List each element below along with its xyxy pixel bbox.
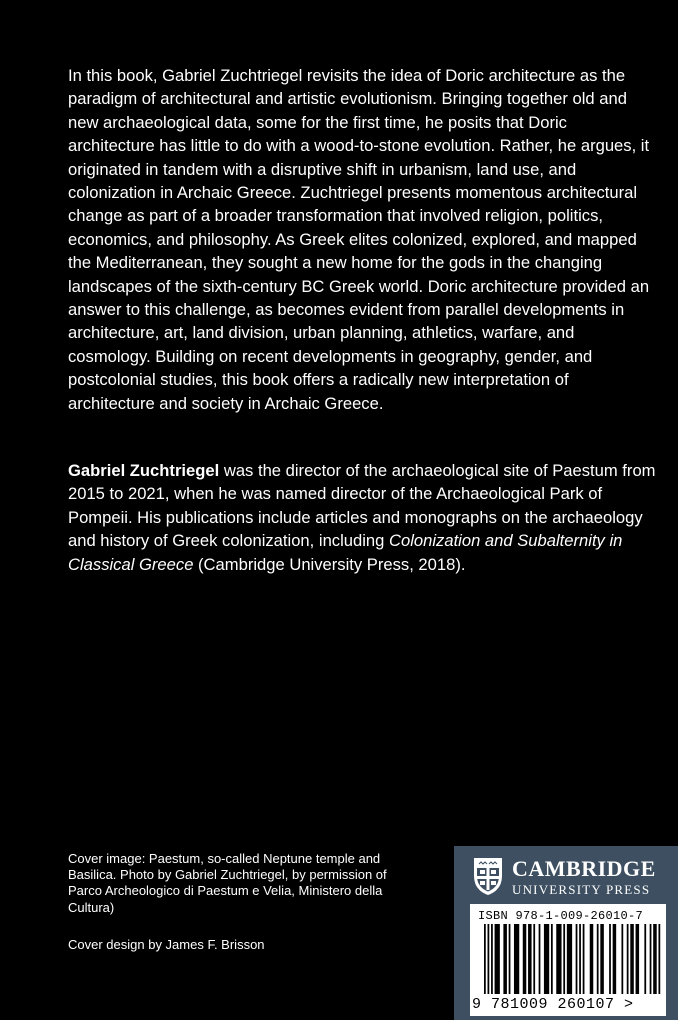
cover-image-credit: Cover image: Paestum, so-called Neptune temple and Basilica. Photo by Gabriel Zuchtriegel, by permission of Parco Archeologico di Paestum e Velia, Ministero della Cultura) (68, 851, 387, 915)
barcode-bar (644, 924, 646, 994)
barcode-arrow: > (624, 996, 634, 1013)
barcode-bar (576, 924, 578, 994)
barcode-bar (630, 924, 634, 994)
barcode-bar (609, 924, 611, 994)
barcode-bar (567, 924, 572, 994)
barcode-bar (583, 924, 585, 994)
bio-text-2: (Cambridge University Press, 2018). (193, 554, 466, 574)
barcode-bar (503, 924, 507, 994)
cited-book-title: Colonization and Subalternity in Classical Greece (68, 531, 623, 574)
barcode-bar (491, 924, 493, 994)
cover-design-credit: Cover design by James F. Brisson (68, 937, 265, 952)
barcode-bar (590, 924, 594, 994)
isbn-digits (472, 996, 664, 1013)
barcode-bar (523, 924, 527, 994)
barcode-bar (528, 924, 532, 994)
barcode-bar (613, 924, 617, 994)
publisher-logo (468, 856, 674, 896)
barcode-bar (600, 924, 604, 994)
barcode-bar (551, 924, 553, 994)
author-bio (68, 459, 658, 576)
barcode-bar (658, 924, 660, 994)
barcode-bar (556, 924, 561, 994)
isbn-barcode (470, 904, 666, 1016)
barcode-bar (650, 924, 652, 994)
barcode-bar (484, 924, 486, 994)
barcode-bar (621, 924, 623, 994)
back-cover-blurb: In this book, Gabriel Zuchtriegel revisits the idea of Doric architecture as the paradigm of architectural and artistic evolutionism. Bringing together old and new archaeological data, some for the first time, he posits that Doric architecture has little to do with a wood-to-stone evolution. Rather, he argues, it originated in tandem with a disruptive shift in urbanism, land use, and colonization in Archaic Greece. Zuchtriegel presents momentous architectural change as part of a broader transformation that involved religion, politics, economics, and philosophy. As Greek elites colonized, explored, and mapped the Mediterranean, they sought a new home for the gods in the changing landscapes of the sixth-century BC Greek world. Doric architecture provided an answer to this challenge, as becomes evident from parallel developments in architecture, art, land division, urban planning, athletics, warfare, and cosmology. Building on recent developments in geography, gender, and postcolonial studies, this book offers a radically new interpretation of architecture and society in Archaic Greece. (68, 66, 650, 413)
barcode-bar (544, 924, 549, 994)
barcode-bars (484, 924, 662, 994)
barcode-bar (495, 924, 500, 994)
shield-icon (472, 856, 504, 896)
barcode-bar (514, 924, 519, 994)
barcode-bar (488, 924, 490, 994)
bio-text-1: was the director of the archaeological site of Paestum from 2015 to 2021, when he was named director of the Archaeological Park of Pompeii. His publications include articles and monographs on the archaeology and history of Greek colonization, including (68, 461, 656, 551)
publisher-panel (454, 846, 678, 1020)
barcode-bar (636, 924, 640, 994)
isbn-label: ISBN 978-1-009-26010-7 (478, 909, 644, 923)
author-name: Gabriel Zuchtriegel (68, 461, 220, 480)
barcode-bar (509, 924, 511, 994)
barcode-bar (653, 924, 657, 994)
barcode-bar (597, 924, 599, 994)
barcode-bar (627, 924, 629, 994)
barcode-bar (539, 924, 541, 994)
isbn-digits-text: 9 781009 260107 (472, 996, 615, 1013)
barcode-bar (533, 924, 535, 994)
barcode-bar (579, 924, 581, 994)
publisher-name: CAMBRIDGE (512, 856, 656, 881)
publisher-subtitle: UNIVERSITY PRESS (512, 882, 651, 897)
barcode-bar (563, 924, 565, 994)
